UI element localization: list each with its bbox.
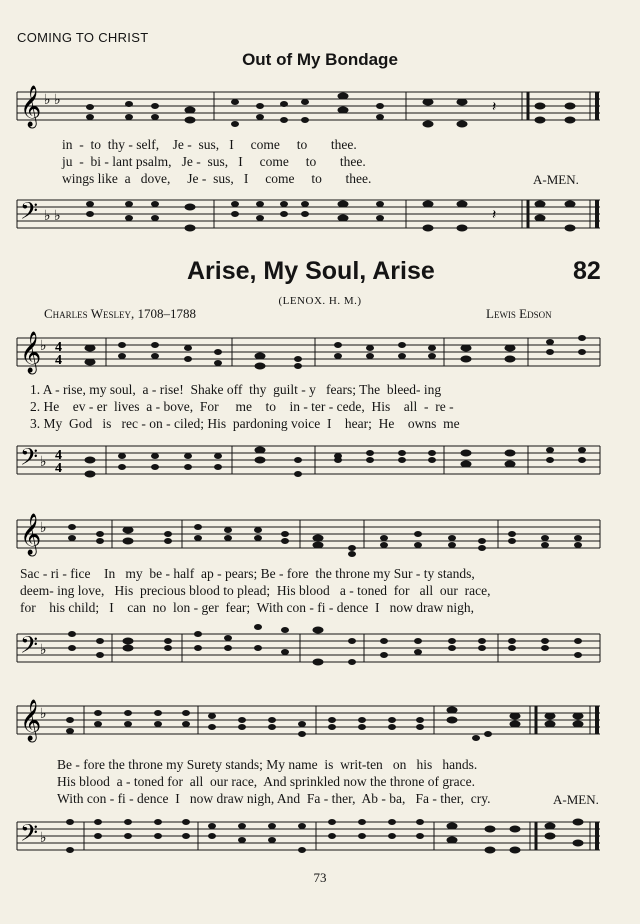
svg-text:♭: ♭ — [40, 643, 47, 658]
page-number: 73 — [313, 870, 327, 885]
svg-text:♭: ♭ — [40, 831, 47, 846]
author-credit: Charles Wesley, 1708–1788 — [44, 306, 196, 321]
hymn-number: 82 — [573, 257, 601, 285]
treble-clef-icon: 𝄞 — [20, 514, 42, 555]
bass-clef-icon: 𝄢 — [20, 443, 39, 476]
hymn1-treble-staff — [0, 82, 640, 132]
hymn2-system1-lyric-3: 3. My God is rec - on - ciled; His pardoning voice I hear; He owns me — [30, 416, 460, 431]
bass-clef-icon: 𝄢 — [20, 819, 39, 852]
svg-text:4: 4 — [55, 340, 62, 355]
hymn2-system1-bass-staff — [0, 436, 640, 486]
hymn2-system2-treble-staff — [0, 510, 640, 560]
treble-clef-icon: 𝄞 — [20, 332, 42, 373]
hymn2-system2-lyric-3: for his child; I can no lon - ger fear; With con - fi - dence I now draw nigh, — [20, 600, 474, 615]
svg-text:♭ ♭: ♭ ♭ — [44, 93, 61, 108]
hymn2-system3-treble-staff — [0, 696, 640, 752]
hymn2-amen: A-MEN. — [553, 792, 599, 807]
svg-text:𝄽: 𝄽 — [492, 208, 497, 223]
hymn2-system3-lyric-3: With con - fi - dence I now draw nigh, And Fa - ther, Ab - ba, Fa - ther, cry. — [57, 791, 491, 806]
composer-credit: Lewis Edson — [486, 306, 552, 321]
hymn2-system1-lyric-2: 2. He ev - er lives a - bove, For me to in - ter - cede, His all - re - — [30, 399, 454, 414]
hymn1-lyric-line-1: in - to thy - self, Je - sus, I come to thee. — [62, 137, 357, 152]
svg-text:♭: ♭ — [40, 455, 47, 470]
hymn1-bass-staff — [0, 190, 640, 242]
hymn1-lyric-line-3: wings like a dove, Je - sus, I come to thee. — [62, 171, 372, 186]
hymn2-system3-lyric-1: Be - fore the throne my Surety stands; My name is writ-ten on his hands. — [57, 757, 478, 772]
svg-text:4: 4 — [55, 448, 62, 463]
tune-name: (LENOX. H. M.) — [278, 295, 362, 307]
svg-text:♭ ♭: ♭ ♭ — [44, 209, 61, 224]
hymn2-system2-lyric-1: Sac - ri - fice In my be - half ap - pears; Be - fore the throne my Sur - ty stands, — [20, 566, 475, 581]
bass-clef-icon: 𝄢 — [20, 197, 39, 230]
svg-text:4: 4 — [55, 353, 62, 368]
hymn2-system2-lyric-2: deem- ing love, His precious blood to plead; His blood a - toned for all our race, — [20, 583, 491, 598]
hymn2-system1-treble-staff — [0, 328, 640, 378]
hymn-title-arise-my-soul-arise: Arise, My Soul, Arise — [187, 257, 435, 285]
hymn2-system1-lyric-1: 1. A - rise, my soul, a - rise! Shake off thy guilt - y fears; The bleed- ing — [30, 382, 442, 397]
hymn2-system3-bass-staff — [0, 810, 640, 862]
svg-text:♭: ♭ — [40, 707, 47, 722]
hymn1-amen: A-MEN. — [533, 172, 579, 187]
bass-clef-icon: 𝄢 — [20, 631, 39, 664]
section-header: COMING TO CHRIST — [17, 30, 149, 45]
treble-clef-icon: 𝄞 — [20, 700, 42, 741]
svg-text:♭: ♭ — [40, 339, 47, 354]
treble-clef-icon: 𝄞 — [20, 86, 42, 127]
svg-text:4: 4 — [55, 461, 62, 476]
hymn-title-out-of-my-bondage: Out of My Bondage — [242, 50, 398, 69]
svg-text:♭: ♭ — [40, 521, 47, 536]
hymn2-system2-bass-staff — [0, 622, 640, 674]
hymn2-system3-lyric-2: His blood a - toned for all our race, And sprinkled now the throne of grace. — [57, 774, 476, 789]
hymn1-lyric-line-2: ju - bi - lant psalm, Je - sus, I come to thee. — [62, 154, 366, 169]
svg-text:𝄽: 𝄽 — [492, 100, 497, 115]
